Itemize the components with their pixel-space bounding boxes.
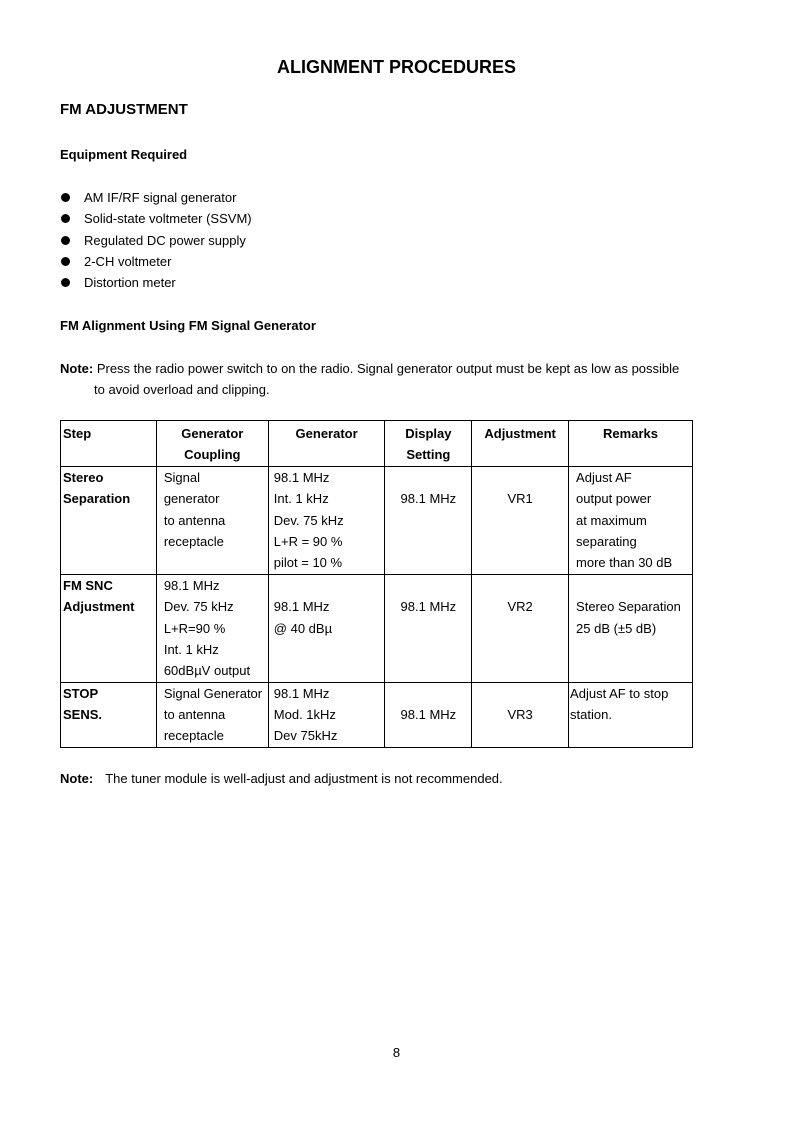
note-text: Press the radio power switch to on the radio. Signal generator output must be kept as low as possible [93,361,680,376]
page-title: ALIGNMENT PROCEDURES [276,57,516,77]
list-item: Solid-state voltmeter (SSVM) [60,208,252,229]
table-row [61,574,693,682]
bullet-icon [61,236,70,245]
equipment-list [60,187,252,293]
page-number: 8 [392,1045,401,1060]
cell-remarks: Stereo Separation 25 dB (±5 dB) [569,574,693,682]
cell-step: FM SNC Adjustment [61,574,157,682]
equipment-heading: Equipment Required [60,147,188,162]
note-text: The tuner module is well-adjust and adjustment is not recommended. [105,771,503,786]
list-item: Regulated DC power supply [60,230,252,251]
cell-adjustment: VR1 [472,466,569,574]
header-display-setting: Display Setting [385,421,472,467]
note-label: Note: [60,771,94,786]
list-item: 2-CH voltmeter [60,251,252,272]
header-adjustment: Adjustment [472,421,569,467]
note-text-continued: to avoid overload and clipping. [94,382,270,397]
cell-adjustment: VR3 [472,682,569,747]
cell-adjustment: VR2 [472,574,569,682]
table-row [61,466,693,574]
section-heading: FM ADJUSTMENT [60,101,188,118]
cell-generator: 98.1 MHz @ 40 dBµ [268,574,385,682]
bullet-icon [61,257,70,266]
header-generator: Generator [268,421,385,467]
list-item: Distortion meter [60,272,252,293]
note-power [60,358,710,400]
note-tuner [60,768,503,789]
alignment-table [60,420,693,748]
cell-generator: 98.1 MHz Mod. 1kHz Dev 75kHz [268,682,385,747]
list-item: AM IF/RF signal generator [60,187,252,208]
header-remarks: Remarks [569,421,693,467]
header-generator-coupling: Generator Coupling [156,421,268,467]
cell-display: 98.1 MHz [385,574,472,682]
bullet-icon [61,278,70,287]
cell-generator: 98.1 MHz Int. 1 kHz Dev. 75 kHz L+R = 90 % pilot = 10 % [268,466,385,574]
bullet-icon [61,193,70,202]
alignment-heading: FM Alignment Using FM Signal Generator [60,318,316,333]
note-label: Note: [60,361,94,376]
cell-display: 98.1 MHz [385,466,472,574]
header-step: Step [61,421,157,467]
cell-step: Stereo Separation [61,466,157,574]
bullet-icon [61,214,70,223]
cell-coupling: Signal Generator to antenna receptacle [156,682,268,747]
cell-coupling: Signal generator to antenna receptacle [156,466,268,574]
cell-remarks: Adjust AF output power at maximum separating more than 30 dB [569,466,693,574]
table-row [61,682,693,747]
table-header-row [61,421,693,467]
cell-coupling: 98.1 MHz Dev. 75 kHz L+R=90 % Int. 1 kHz 60dBµV output [156,574,268,682]
cell-step: STOP SENS. [61,682,157,747]
cell-remarks: Adjust AF to stop station. [569,682,693,747]
cell-display: 98.1 MHz [385,682,472,747]
